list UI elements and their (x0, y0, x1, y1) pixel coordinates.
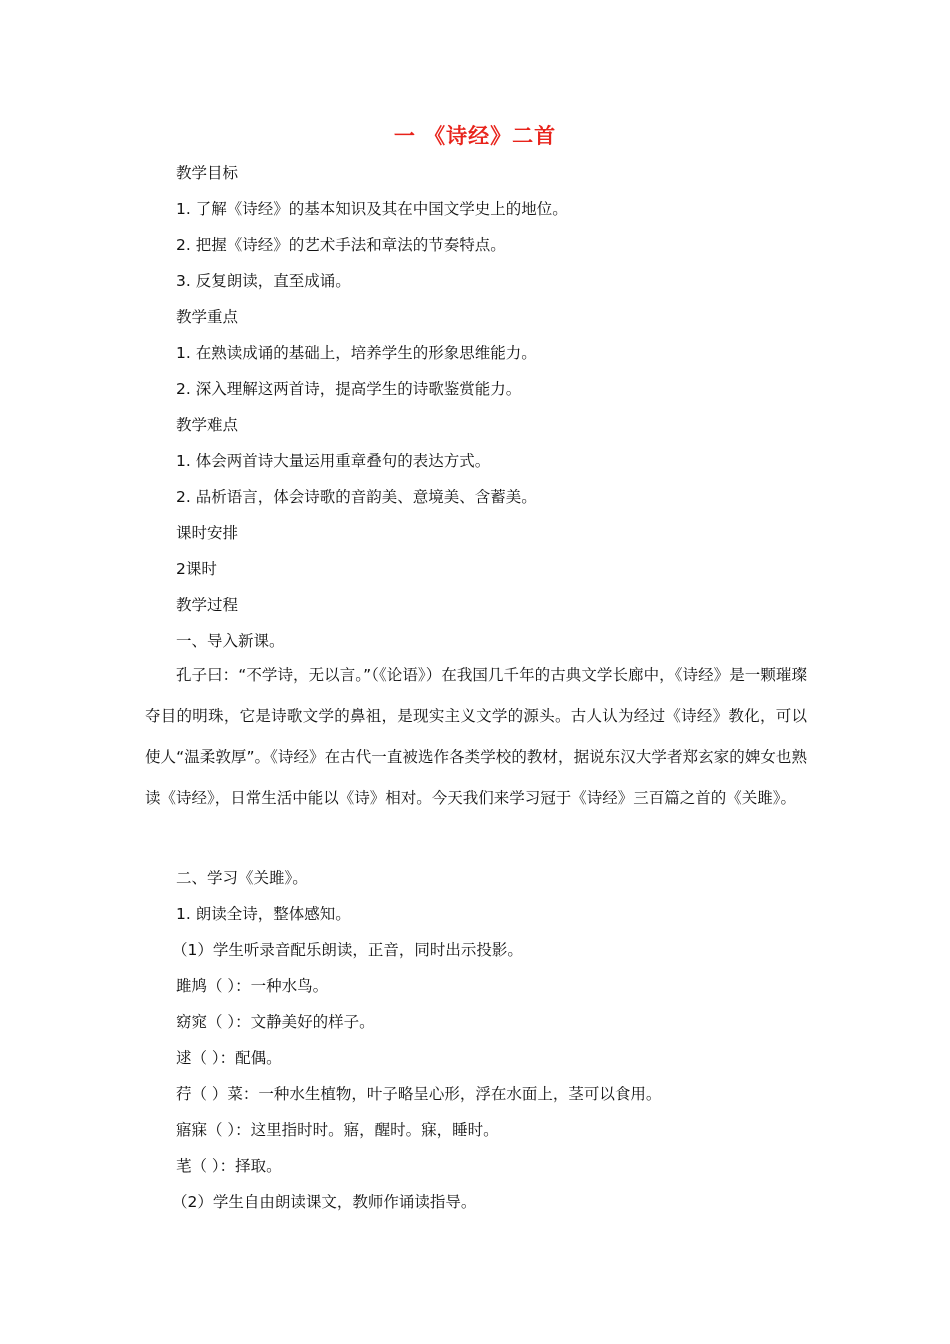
heading-process: 教学过程 (176, 596, 239, 614)
vocab-item-mao: 芼（ ）：择取。 (176, 1157, 282, 1175)
document-title: 一 《诗经》二首 (393, 124, 557, 148)
vocab-item-xingcai: 荇（ ）菜：一种水生植物，叶子略呈心形，浮在水面上，茎可以食用。 (176, 1085, 662, 1103)
study-subitem-1: （1）学生听录音配乐朗读，正音，同时出示投影。 (172, 941, 523, 959)
intro-paragraph: 孔子曰：“不学诗，无以言。”（《论语》）在我国几千年的古典文学长廊中，《诗经》是一颗璀璨夺目的明珠，它是诗歌文学的鼻祖，是现实主义文学的源头。古人认为经过《诗经》教化，可以使人“温柔敦厚”。《诗经》在古代一直被选作各类学校的教材，据说东汉大学者郑玄家的婢女也熟读《诗经》，日常生活中能以《诗》相对。今天我们来学习冠于《诗经》三百篇之首的《关雎》。 (145, 666, 807, 807)
vocab-item-qiu: 逑（ ）：配偶。 (176, 1049, 282, 1067)
vocab-item-wumei: 寤寐（ ）：这里指时时。寤，醒时。寐，睡时。 (176, 1121, 499, 1139)
schedule-value: 2课时 (176, 560, 217, 578)
vocab-item-yaotiao: 窈窕（ ）：文静美好的样子。 (176, 1013, 375, 1031)
key-point-item-2: 2. 深入理解这两首诗，提高学生的诗歌鉴赏能力。 (176, 380, 522, 398)
heading-key-points: 教学重点 (176, 308, 239, 326)
study-item-1: 1. 朗读全诗，整体感知。 (176, 905, 351, 923)
difficulty-item-2: 2. 品析语言，体会诗歌的音韵美、意境美、含蓄美。 (176, 488, 537, 506)
study-subitem-2: （2）学生自由朗读课文，教师作诵读指导。 (172, 1193, 477, 1211)
heading-teaching-goals: 教学目标 (176, 164, 239, 182)
key-point-item-1: 1. 在熟读成诵的基础上，培养学生的形象思维能力。 (176, 344, 537, 362)
vocab-item-jujiu: 雎鸠（ ）：一种水鸟。 (176, 977, 329, 995)
goal-item-1: 1. 了解《诗经》的基本知识及其在中国文学史上的地位。 (176, 200, 568, 218)
heading-difficulties: 教学难点 (176, 416, 239, 434)
goal-item-2: 2. 把握《诗经》的艺术手法和章法的节奏特点。 (176, 236, 506, 254)
step-study-heading: 二、学习《关雎》。 (176, 869, 308, 887)
difficulty-item-1: 1. 体会两首诗大量运用重章叠句的表达方式。 (176, 452, 491, 470)
goal-item-3: 3. 反复朗读，直至成诵。 (176, 272, 351, 290)
step-intro-heading: 一、导入新课。 (176, 632, 285, 650)
heading-schedule: 课时安排 (176, 524, 239, 542)
